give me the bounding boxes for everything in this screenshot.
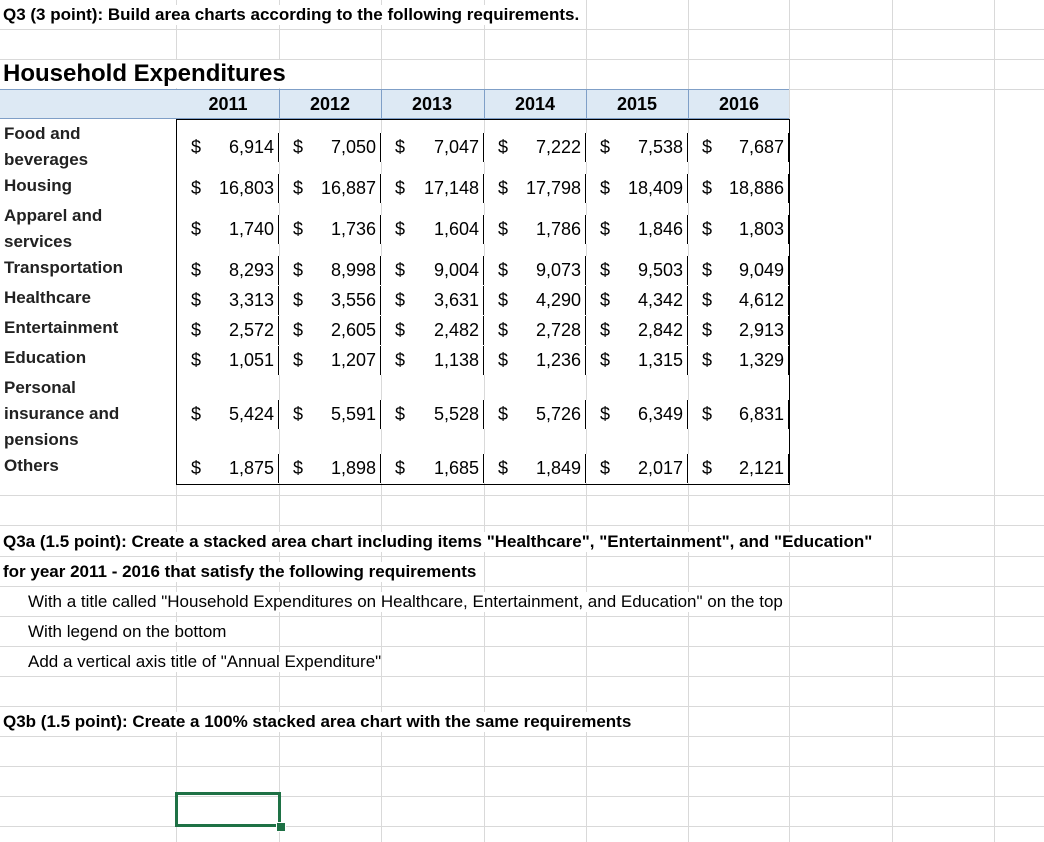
cell-value: 4,290 <box>535 290 581 310</box>
cell-value: 1,740 <box>228 219 274 239</box>
currency-symbol: $ <box>293 290 304 310</box>
cell-value: 17,798 <box>525 178 581 198</box>
table-cell[interactable] <box>177 400 279 429</box>
table-cell[interactable] <box>586 133 688 162</box>
cell-value: 1,736 <box>330 219 376 239</box>
table-title: Household Expenditures <box>3 60 286 87</box>
gridline <box>0 706 1044 707</box>
fill-handle[interactable] <box>276 822 286 832</box>
table-cell[interactable] <box>484 174 586 203</box>
cell-value: 6,831 <box>738 404 784 424</box>
cell-value: 2,121 <box>738 458 784 478</box>
cell-value: 1,604 <box>433 219 479 239</box>
currency-symbol: $ <box>702 219 713 239</box>
gridline <box>0 616 1044 617</box>
row-label-line: Housing <box>4 176 72 195</box>
row-label[interactable] <box>0 345 176 375</box>
cell-value: 7,222 <box>535 137 581 157</box>
table-cell[interactable] <box>484 256 586 285</box>
year-header[interactable]: 2016 <box>718 94 760 114</box>
row-label[interactable] <box>0 285 176 315</box>
table-cell[interactable] <box>381 346 484 375</box>
cell-value: 1,207 <box>330 350 376 370</box>
cell-value: 6,349 <box>637 404 683 424</box>
currency-symbol: $ <box>498 350 509 370</box>
year-header[interactable]: 2015 <box>616 94 658 114</box>
table-cell[interactable] <box>688 174 789 203</box>
table-cell[interactable] <box>279 316 381 345</box>
cell-value: 2,482 <box>433 320 479 340</box>
row-label[interactable] <box>0 375 176 453</box>
table-cell[interactable] <box>381 286 484 315</box>
cell-value: 1,786 <box>535 219 581 239</box>
currency-symbol: $ <box>702 458 713 478</box>
q3a-requirement-legend: With legend on the bottom <box>28 622 227 641</box>
table-cell[interactable] <box>177 454 279 483</box>
table-cell[interactable] <box>586 400 688 429</box>
cell-value: 2,572 <box>228 320 274 340</box>
year-header-row <box>0 89 789 119</box>
row-label-line: Entertainment <box>4 318 119 337</box>
table-cell[interactable] <box>177 215 279 244</box>
currency-symbol: $ <box>293 404 304 424</box>
cell-value: 6,914 <box>228 137 274 157</box>
cell-value: 1,685 <box>433 458 479 478</box>
cell-value: 1,803 <box>738 219 784 239</box>
table-cell[interactable] <box>484 346 586 375</box>
table-cell[interactable] <box>688 215 789 244</box>
cell-value: 7,050 <box>330 137 376 157</box>
currency-symbol: $ <box>191 219 202 239</box>
table-cell[interactable] <box>688 133 789 162</box>
currency-symbol: $ <box>498 404 509 424</box>
gridline <box>0 525 1044 526</box>
table-cell[interactable] <box>586 256 688 285</box>
cell-value: 1,846 <box>637 219 683 239</box>
table-cell[interactable] <box>177 286 279 315</box>
currency-symbol: $ <box>702 290 713 310</box>
table-cell[interactable] <box>484 133 586 162</box>
gridline <box>0 556 1044 557</box>
table-cell[interactable] <box>381 400 484 429</box>
cell-value: 4,612 <box>738 290 784 310</box>
cell-value: 5,726 <box>535 404 581 424</box>
table-cell[interactable] <box>381 454 484 483</box>
table-cell[interactable] <box>177 174 279 203</box>
row-label-line: Education <box>4 348 87 367</box>
currency-symbol: $ <box>293 219 304 239</box>
currency-symbol: $ <box>395 178 406 198</box>
row-label[interactable] <box>0 453 176 483</box>
currency-symbol: $ <box>702 350 713 370</box>
cell-value: 1,236 <box>535 350 581 370</box>
table-cell[interactable] <box>279 400 381 429</box>
currency-symbol: $ <box>395 320 406 340</box>
cell-value: 2,728 <box>535 320 581 340</box>
currency-symbol: $ <box>600 320 611 340</box>
table-cell[interactable] <box>381 133 484 162</box>
currency-symbol: $ <box>395 458 406 478</box>
table-cell[interactable] <box>279 174 381 203</box>
table-cell[interactable] <box>688 346 789 375</box>
cell-value: 3,631 <box>433 290 479 310</box>
cell-value: 2,842 <box>637 320 683 340</box>
table-cell[interactable] <box>484 454 586 483</box>
table-cell[interactable] <box>279 133 381 162</box>
currency-symbol: $ <box>191 178 202 198</box>
cell-value: 5,591 <box>330 404 376 424</box>
currency-symbol: $ <box>600 219 611 239</box>
currency-symbol: $ <box>498 458 509 478</box>
currency-symbol: $ <box>498 137 509 157</box>
table-cell[interactable] <box>688 400 789 429</box>
table-cell[interactable] <box>177 256 279 285</box>
row-label-line: Healthcare <box>4 288 91 307</box>
table-cell[interactable] <box>586 316 688 345</box>
row-label-line: Food and <box>4 124 81 143</box>
year-header[interactable]: 2011 <box>208 94 248 114</box>
gridline <box>0 495 1044 496</box>
currency-symbol: $ <box>395 350 406 370</box>
cell-value: 3,556 <box>330 290 376 310</box>
currency-symbol: $ <box>395 219 406 239</box>
cell-value: 1,898 <box>330 458 376 478</box>
row-label-line: insurance and <box>4 404 120 423</box>
table-cell[interactable] <box>688 256 789 285</box>
row-label-line: services <box>4 232 73 251</box>
currency-symbol: $ <box>395 137 406 157</box>
row-label-line: pensions <box>4 430 79 449</box>
gridline <box>0 29 1044 30</box>
table-cell[interactable] <box>688 454 789 483</box>
currency-symbol: $ <box>600 260 611 280</box>
table-cell[interactable] <box>279 256 381 285</box>
table-cell[interactable] <box>279 286 381 315</box>
row-label[interactable] <box>0 173 176 203</box>
table-cell[interactable] <box>688 316 789 345</box>
cell-value: 18,886 <box>728 178 784 198</box>
q3a-heading-line2: for year 2011 - 2016 that satisfy the following requirements <box>3 562 477 581</box>
year-header[interactable]: 2014 <box>514 94 556 114</box>
table-cell[interactable] <box>177 316 279 345</box>
cell-value: 16,803 <box>218 178 274 198</box>
currency-symbol: $ <box>395 404 406 424</box>
cell-value: 4,342 <box>637 290 683 310</box>
currency-symbol: $ <box>600 137 611 157</box>
cell-value: 8,293 <box>228 260 274 280</box>
cell-value: 8,998 <box>330 260 376 280</box>
table-cell[interactable] <box>586 454 688 483</box>
gridline <box>0 586 1044 587</box>
currency-symbol: $ <box>702 260 713 280</box>
table-cell[interactable] <box>177 346 279 375</box>
cell-value: 18,409 <box>627 178 683 198</box>
selected-cell[interactable] <box>175 792 281 827</box>
currency-symbol: $ <box>600 458 611 478</box>
cell-value: 7,538 <box>637 137 683 157</box>
gridline <box>0 646 1044 647</box>
currency-symbol: $ <box>498 290 509 310</box>
cell-value: 9,004 <box>433 260 479 280</box>
gridline <box>0 796 1044 797</box>
currency-symbol: $ <box>600 350 611 370</box>
cell-value: 1,849 <box>535 458 581 478</box>
table-cell[interactable] <box>381 316 484 345</box>
currency-symbol: $ <box>293 178 304 198</box>
currency-symbol: $ <box>498 219 509 239</box>
currency-symbol: $ <box>498 320 509 340</box>
table-cell[interactable] <box>381 174 484 203</box>
gridline <box>994 0 995 842</box>
table-cell[interactable] <box>177 133 279 162</box>
row-label-line: beverages <box>4 150 89 169</box>
table-cell[interactable] <box>586 174 688 203</box>
q3a-requirement-axis-title: Add a vertical axis title of "Annual Expenditure" <box>28 652 382 671</box>
cell-value: 2,913 <box>738 320 784 340</box>
table-cell[interactable] <box>688 286 789 315</box>
table-cell[interactable] <box>279 215 381 244</box>
cell-value: 2,605 <box>330 320 376 340</box>
currency-symbol: $ <box>191 350 202 370</box>
currency-symbol: $ <box>293 350 304 370</box>
cell-value: 9,073 <box>535 260 581 280</box>
currency-symbol: $ <box>293 137 304 157</box>
table-cell[interactable] <box>381 256 484 285</box>
currency-symbol: $ <box>191 290 202 310</box>
gridline <box>0 826 1044 827</box>
cell-value: 9,049 <box>738 260 784 280</box>
currency-symbol: $ <box>293 458 304 478</box>
currency-symbol: $ <box>498 260 509 280</box>
cell-value: 1,051 <box>228 350 274 370</box>
currency-symbol: $ <box>600 178 611 198</box>
cell-value: 1,138 <box>433 350 479 370</box>
table-cell[interactable] <box>279 346 381 375</box>
cell-value: 7,047 <box>433 137 479 157</box>
currency-symbol: $ <box>191 260 202 280</box>
currency-symbol: $ <box>293 260 304 280</box>
table-cell[interactable] <box>484 286 586 315</box>
cell-value: 2,017 <box>637 458 683 478</box>
cell-value: 5,424 <box>228 404 274 424</box>
table-cell[interactable] <box>586 346 688 375</box>
table-cell[interactable] <box>586 286 688 315</box>
table-cell[interactable] <box>484 400 586 429</box>
currency-symbol: $ <box>702 137 713 157</box>
currency-symbol: $ <box>600 290 611 310</box>
year-header[interactable]: 2012 <box>309 94 351 114</box>
q3a-requirement-title: With a title called "Household Expenditures on Healthcare, Entertainment, and Education" on the top <box>28 592 783 611</box>
currency-symbol: $ <box>191 320 202 340</box>
currency-symbol: $ <box>702 320 713 340</box>
currency-symbol: $ <box>395 260 406 280</box>
year-header[interactable]: 2013 <box>411 94 453 114</box>
cell-value: 9,503 <box>637 260 683 280</box>
row-label-line: Personal <box>4 378 76 397</box>
currency-symbol: $ <box>702 404 713 424</box>
cell-value: 17,148 <box>423 178 479 198</box>
q3a-heading: Q3a (1.5 point): Create a stacked area chart including items "Healthcare", "Entertainment", and "Education" <box>3 532 873 551</box>
currency-symbol: $ <box>293 320 304 340</box>
gridline <box>0 736 1044 737</box>
table-cell[interactable] <box>279 454 381 483</box>
currency-symbol: $ <box>191 137 202 157</box>
row-label[interactable] <box>0 315 176 345</box>
currency-symbol: $ <box>191 458 202 478</box>
gridline <box>0 676 1044 677</box>
table-cell[interactable] <box>484 215 586 244</box>
cell-value: 1,329 <box>738 350 784 370</box>
cell-value: 5,528 <box>433 404 479 424</box>
q3b-heading: Q3b (1.5 point): Create a 100% stacked area chart with the same requirements <box>3 712 632 731</box>
row-label-line: Others <box>4 456 59 475</box>
currency-symbol: $ <box>191 404 202 424</box>
q3-heading: Q3 (3 point): Build area charts according to the following requirements. <box>3 5 580 24</box>
row-label-line: Transportation <box>4 258 124 277</box>
currency-symbol: $ <box>498 178 509 198</box>
row-label-line: Apparel and <box>4 206 103 225</box>
row-label[interactable] <box>0 255 176 285</box>
cell-value: 1,875 <box>228 458 274 478</box>
cell-value: 1,315 <box>637 350 683 370</box>
gridline <box>0 766 1044 767</box>
table-cell[interactable] <box>484 316 586 345</box>
row-label[interactable] <box>0 203 176 255</box>
row-label[interactable] <box>0 121 176 173</box>
cell-value: 16,887 <box>320 178 376 198</box>
table-cell[interactable] <box>381 215 484 244</box>
cell-value: 3,313 <box>228 290 274 310</box>
gridline <box>789 0 790 842</box>
cell-value: 7,687 <box>738 137 784 157</box>
currency-symbol: $ <box>702 178 713 198</box>
gridline <box>892 0 893 842</box>
currency-symbol: $ <box>600 404 611 424</box>
currency-symbol: $ <box>395 290 406 310</box>
table-cell[interactable] <box>586 215 688 244</box>
